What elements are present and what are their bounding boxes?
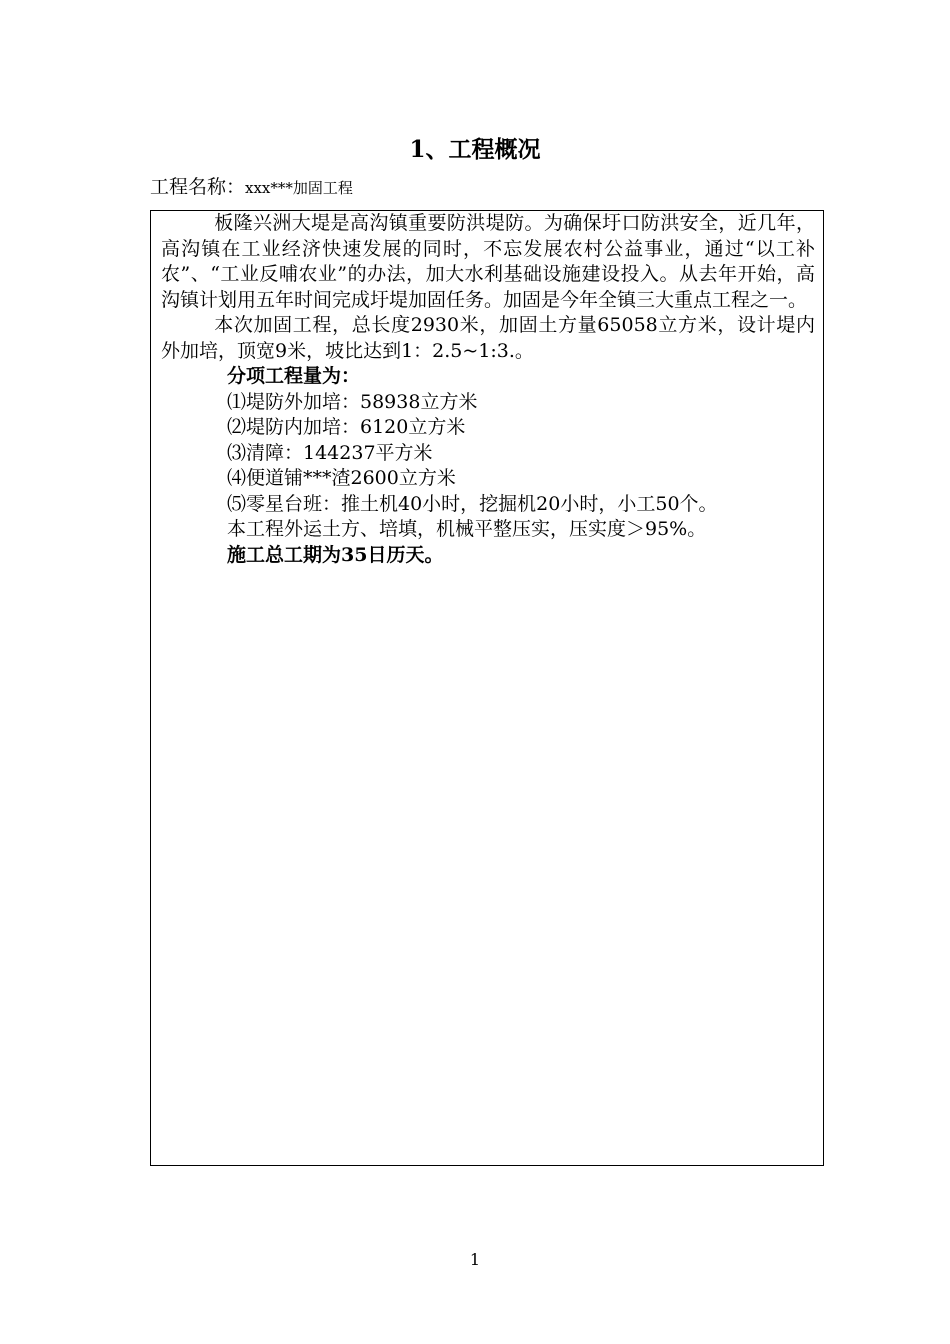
project-name-line bbox=[150, 174, 353, 201]
item-clearing: ⑶清障：144237平方米 bbox=[227, 441, 433, 464]
project-name-label: 工程名称： bbox=[150, 176, 246, 198]
scope-paragraph: 本次加固工程，总长度2930米，加固土方量65058立方米，设计堤内外加培，顶宽9米，坡比达到1：2.5~1:3.。 bbox=[161, 314, 815, 362]
duration-line: 施工总工期为35日历天。 bbox=[227, 543, 444, 566]
page-title: 1、工程概况 bbox=[409, 136, 541, 163]
page-number: 1 bbox=[469, 1250, 481, 1269]
item-inner-reinforcement: ⑵堤防内加培：6120立方米 bbox=[227, 416, 466, 438]
items-heading: 分项工程量为： bbox=[227, 365, 361, 387]
item-access-road: ⑷便道铺***渣2600立方米 bbox=[227, 467, 456, 489]
intro-paragraph: 板隆兴洲大堤是高沟镇重要防洪堤防。为确保圩口防洪安全，近几年，高沟镇在工业经济快速发展的同时，不忘发展农村公益事业，通过“以工补农”、“工业反哺农业”的办法，加大水利基础设施建设投入。从去年开始，高沟镇计划用五年时间完成圩堤加固任务。加固是今年全镇三大重点工程之一。 bbox=[161, 212, 815, 311]
item-machine-shifts: ⑸零星台班：推土机40小时，挖掘机20小时，小工50个。 bbox=[227, 492, 718, 515]
item-outer-reinforcement: ⑴堤防外加培：58938立方米 bbox=[227, 390, 478, 413]
quality-line: 本工程外运土方、培填，机械平整压实，压实度＞95%。 bbox=[227, 518, 707, 540]
project-name-value: xxx***加固工程 bbox=[245, 179, 353, 197]
overview-box bbox=[150, 210, 824, 1166]
